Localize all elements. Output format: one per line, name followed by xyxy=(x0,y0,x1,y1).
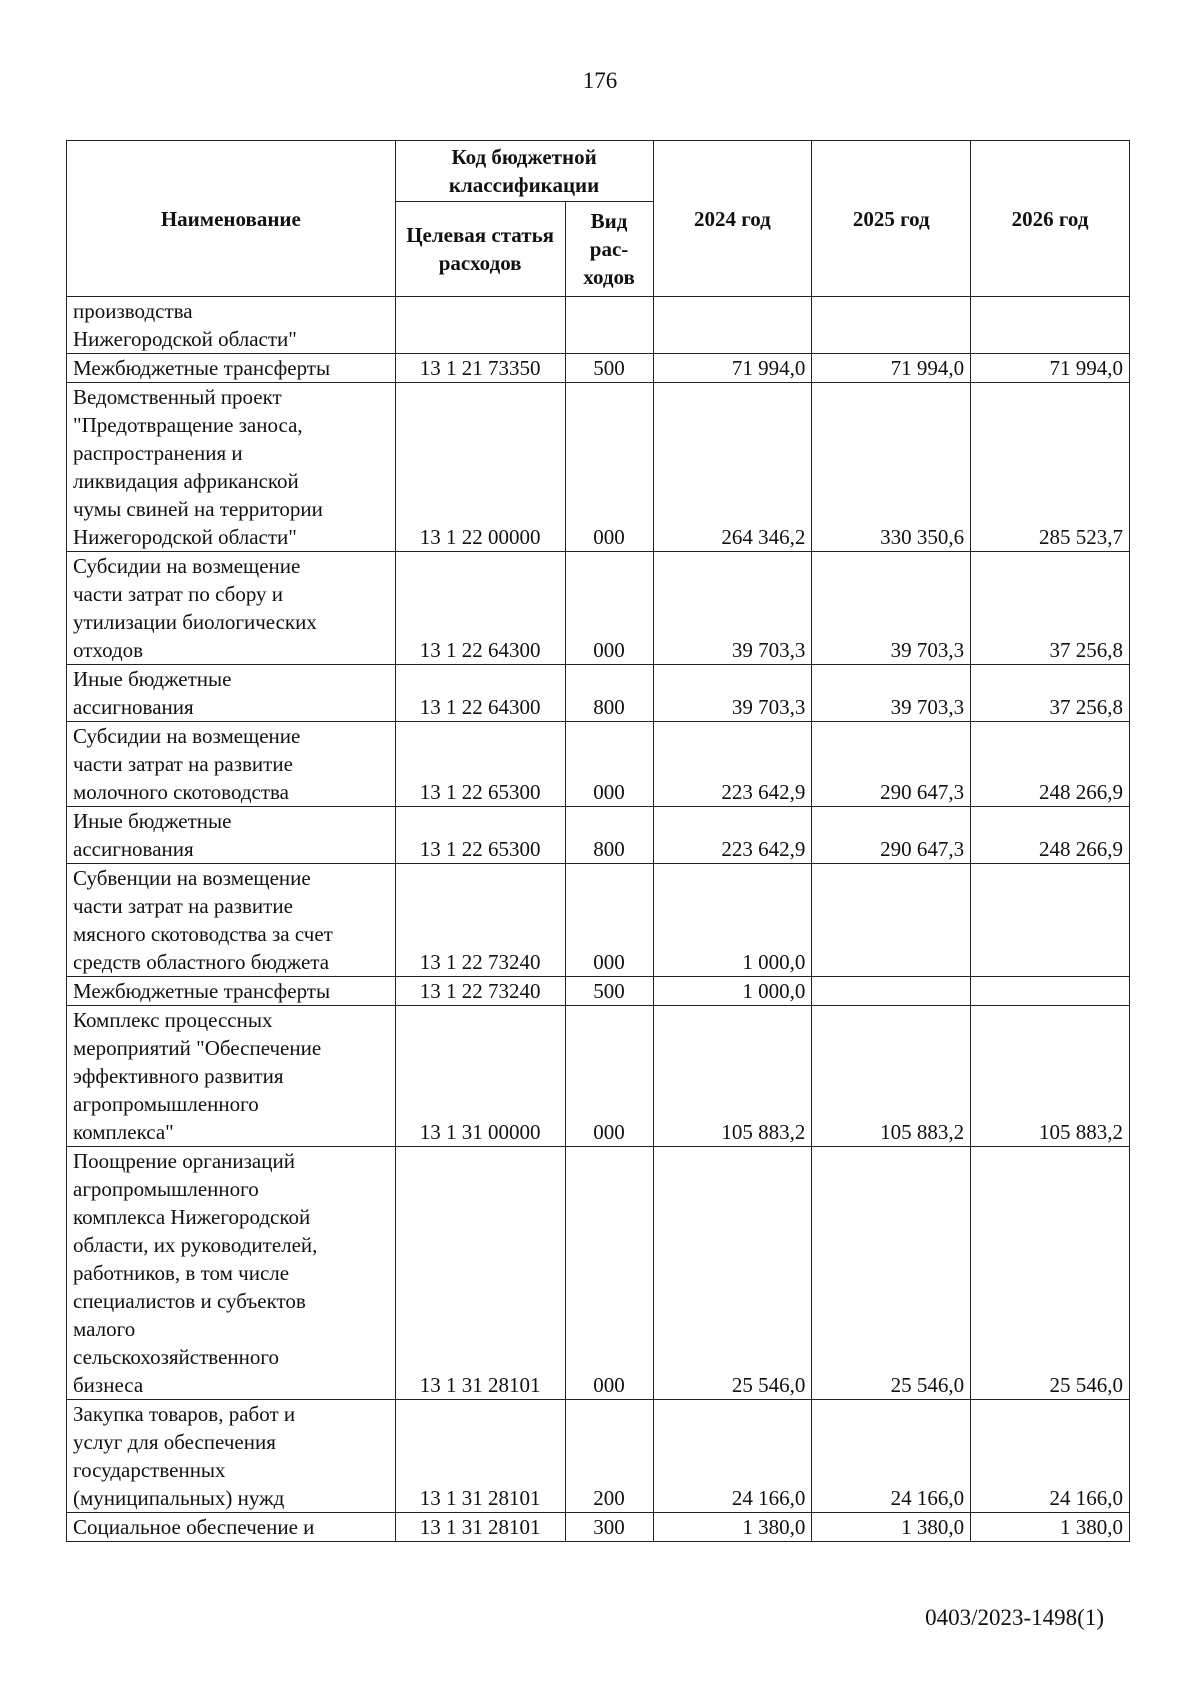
row-name: Закупка товаров, работ и услуг для обеспечения государственных (муниципальных) нужд xyxy=(67,1400,396,1513)
row-value-2026: 285 523,7 xyxy=(971,383,1130,552)
table-row xyxy=(67,1006,1130,1147)
row-value-2024: 39 703,3 xyxy=(653,552,812,665)
row-code: 13 1 22 73240 xyxy=(395,977,565,1006)
table-row xyxy=(67,383,1130,552)
row-code: 13 1 22 64300 xyxy=(395,552,565,665)
row-value-2026 xyxy=(971,864,1130,977)
row-value-2025 xyxy=(812,977,971,1006)
row-value-2025: 290 647,3 xyxy=(812,722,971,807)
row-value-2024: 223 642,9 xyxy=(653,807,812,864)
row-value-2026: 71 994,0 xyxy=(971,354,1130,383)
row-value-2025: 1 380,0 xyxy=(812,1513,971,1542)
table-row xyxy=(67,977,1130,1006)
table-row xyxy=(67,552,1130,665)
row-value-2024 xyxy=(653,297,812,354)
row-value-2024: 24 166,0 xyxy=(653,1400,812,1513)
row-value-2025 xyxy=(812,297,971,354)
row-value-2025: 290 647,3 xyxy=(812,807,971,864)
row-name: Иные бюджетные ассигнования xyxy=(67,665,396,722)
page-number: 176 xyxy=(582,68,618,93)
header-year-2024: 2024 год xyxy=(653,141,812,297)
row-name: Социальное обеспечение и xyxy=(67,1513,396,1542)
row-value-2025: 105 883,2 xyxy=(812,1006,971,1147)
row-code xyxy=(395,297,565,354)
row-code: 13 1 31 28101 xyxy=(395,1400,565,1513)
row-name: производства Нижегородской области" xyxy=(67,297,396,354)
row-code: 13 1 22 00000 xyxy=(395,383,565,552)
row-value-2026 xyxy=(971,977,1130,1006)
row-value-2025: 39 703,3 xyxy=(812,665,971,722)
row-value-2024: 264 346,2 xyxy=(653,383,812,552)
row-value-2024: 105 883,2 xyxy=(653,1006,812,1147)
table-row xyxy=(67,665,1130,722)
row-value-2026 xyxy=(971,297,1130,354)
row-value-2025: 24 166,0 xyxy=(812,1400,971,1513)
row-expense-type: 000 xyxy=(565,383,653,552)
budget-table xyxy=(66,140,1130,1542)
row-name: Межбюджетные трансферты xyxy=(67,977,396,1006)
row-value-2025: 39 703,3 xyxy=(812,552,971,665)
header-name: Наименование xyxy=(67,141,396,297)
row-name: Субсидии на возмещение части затрат на развитие молочного скотоводства xyxy=(67,722,396,807)
table-row xyxy=(67,864,1130,977)
header-target-article: Целевая статья расходов xyxy=(395,202,565,297)
row-value-2024: 39 703,3 xyxy=(653,665,812,722)
row-expense-type: 000 xyxy=(565,552,653,665)
table-row xyxy=(67,354,1130,383)
row-expense-type: 500 xyxy=(565,354,653,383)
table-body xyxy=(67,297,1130,1542)
table-row xyxy=(67,297,1130,354)
row-code: 13 1 22 73240 xyxy=(395,864,565,977)
row-value-2026: 37 256,8 xyxy=(971,665,1130,722)
table-row xyxy=(67,1400,1130,1513)
row-code: 13 1 21 73350 xyxy=(395,354,565,383)
row-expense-type: 000 xyxy=(565,864,653,977)
row-expense-type: 000 xyxy=(565,1006,653,1147)
document-number: 0403/2023-1498(1) xyxy=(925,1605,1104,1630)
header-year-2025: 2025 год xyxy=(812,141,971,297)
row-value-2026: 248 266,9 xyxy=(971,807,1130,864)
row-name: Иные бюджетные ассигнования xyxy=(67,807,396,864)
row-code: 13 1 22 65300 xyxy=(395,807,565,864)
row-value-2026: 37 256,8 xyxy=(971,552,1130,665)
row-value-2026: 105 883,2 xyxy=(971,1006,1130,1147)
row-code: 13 1 31 28101 xyxy=(395,1147,565,1400)
row-expense-type xyxy=(565,297,653,354)
row-expense-type: 300 xyxy=(565,1513,653,1542)
row-expense-type: 800 xyxy=(565,807,653,864)
row-value-2025: 71 994,0 xyxy=(812,354,971,383)
row-name: Комплекс процессных мероприятий "Обеспечение эффективного развития агропромышленного комплекса" xyxy=(67,1006,396,1147)
row-value-2024: 1 000,0 xyxy=(653,977,812,1006)
row-value-2024: 25 546,0 xyxy=(653,1147,812,1400)
row-value-2024: 71 994,0 xyxy=(653,354,812,383)
header-year-2026: 2026 год xyxy=(971,141,1130,297)
row-expense-type: 200 xyxy=(565,1400,653,1513)
row-code: 13 1 22 64300 xyxy=(395,665,565,722)
row-value-2026: 24 166,0 xyxy=(971,1400,1130,1513)
row-expense-type: 000 xyxy=(565,1147,653,1400)
header-row-1 xyxy=(67,141,1130,202)
row-value-2024: 223 642,9 xyxy=(653,722,812,807)
row-code: 13 1 31 00000 xyxy=(395,1006,565,1147)
row-expense-type: 500 xyxy=(565,977,653,1006)
row-value-2026: 248 266,9 xyxy=(971,722,1130,807)
row-name: Ведомственный проект "Предотвращение заноса, распространения и ликвидация африканской чумы свиней на территории Нижегородской области" xyxy=(67,383,396,552)
row-name: Субсидии на возмещение части затрат по сбору и утилизации биологических отходов xyxy=(67,552,396,665)
row-value-2026: 1 380,0 xyxy=(971,1513,1130,1542)
table-row xyxy=(67,1513,1130,1542)
row-code: 13 1 22 65300 xyxy=(395,722,565,807)
row-expense-type: 000 xyxy=(565,722,653,807)
table-row xyxy=(67,722,1130,807)
header-expense-type: Вид рас-ходов xyxy=(565,202,653,297)
row-name: Межбюджетные трансферты xyxy=(67,354,396,383)
row-value-2025 xyxy=(812,864,971,977)
row-value-2024: 1 000,0 xyxy=(653,864,812,977)
row-expense-type: 800 xyxy=(565,665,653,722)
row-code: 13 1 31 28101 xyxy=(395,1513,565,1542)
table-row xyxy=(67,1147,1130,1400)
row-name: Поощрение организаций агропромышленного комплекса Нижегородской области, их руководителей, работников, в том числе специалистов и субъектов малого сельскохозяйственного бизнеса xyxy=(67,1147,396,1400)
row-value-2025: 330 350,6 xyxy=(812,383,971,552)
row-name: Субвенции на возмещение части затрат на развитие мясного скотоводства за счет средств областного бюджета xyxy=(67,864,396,977)
row-value-2026: 25 546,0 xyxy=(971,1147,1130,1400)
table-row xyxy=(67,807,1130,864)
header-code-group: Код бюджетной классификации xyxy=(395,141,653,202)
row-value-2024: 1 380,0 xyxy=(653,1513,812,1542)
row-value-2025: 25 546,0 xyxy=(812,1147,971,1400)
